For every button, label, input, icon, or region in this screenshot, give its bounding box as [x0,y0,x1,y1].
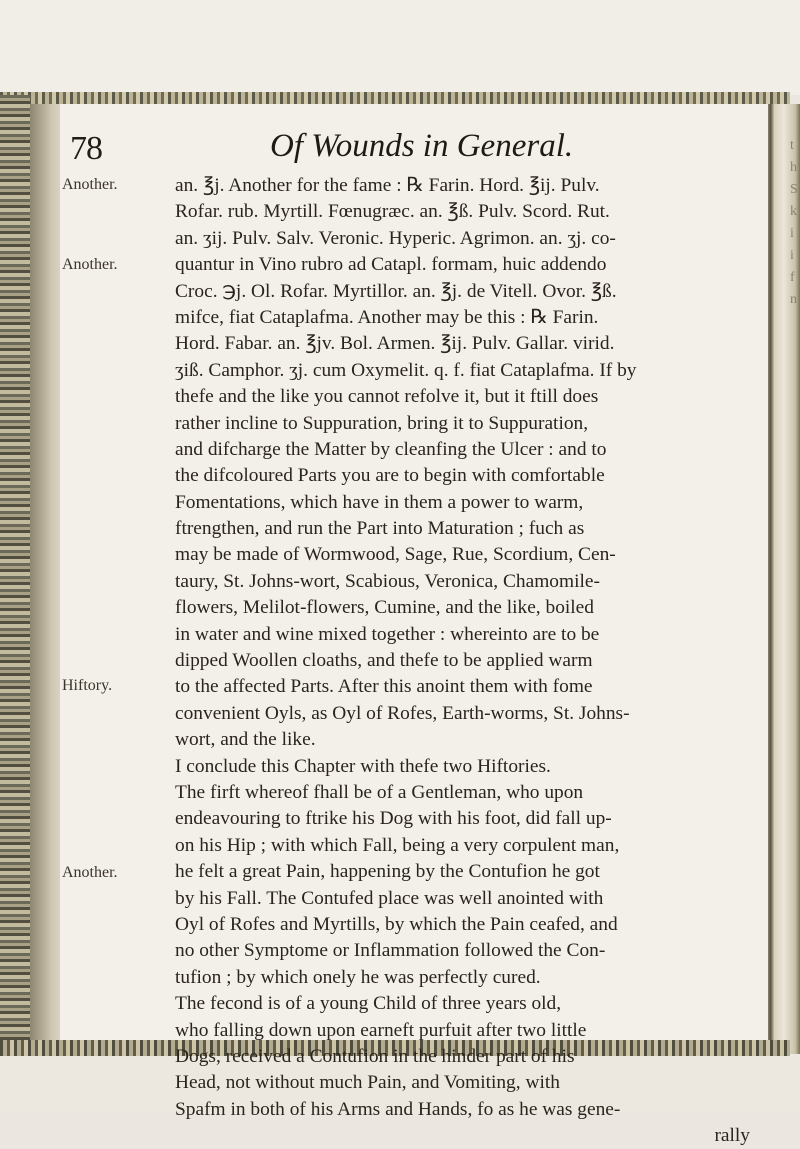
text-line: Dogs, received a Contufion in the hinder part of his [175,1045,575,1067]
scan-background-top [0,0,800,95]
binding-border-top [0,92,790,104]
text-line: may be made of Wormwood, Sage, Rue, Scordium, Cen- [175,544,616,566]
text-line: The fecond is of a young Child of three years old, [175,993,562,1015]
text-line: to the affected Parts. After this anoint them with fome [175,676,593,698]
body-text [175,173,760,1149]
text-line: Croc. ℈j. Ol. Rofar. Myrtillor. an. ℥j. de Vitell. Ovor. ℥ß. [175,280,617,302]
text-line: Head, not without much Pain, and Vomiting, with [175,1072,560,1094]
facing-page-letters [790,135,800,311]
margin-note-another-1: Another. [62,176,118,193]
text-line: Spafm in both of his Arms and Hands, fo as he was gene- [175,1098,621,1120]
text-line: mifce, fiat Cataplafma. Another may be this : ℞ Farin. [175,306,599,328]
edge-letter: n [790,292,797,307]
edge-letter: i [790,248,794,263]
text-line: on his Hip ; with which Fall, being a very corpulent man, [175,834,620,856]
edge-letter: k [790,204,797,219]
text-line: ʒiß. Camphor. ʒj. cum Oxymelit. q. f. fiat Cataplafma. If by [175,359,637,381]
text-line: thefe and the like you cannot refolve it, but it ftill does [175,386,599,408]
text-line: flowers, Melilot-flowers, Cumine, and the like, boiled [175,597,594,619]
edge-letter: f [790,270,795,285]
binding-border-left [0,95,30,1055]
text-line: by his Fall. The Contufed place was well anointed with [175,887,604,909]
margin-note-another-2: Another. [62,256,118,273]
text-line: Hord. Fabar. an. ℥jv. Bol. Armen. ℥ij. Pulv. Gallar. virid. [175,333,615,355]
text-line: an. ʒij. Pulv. Salv. Veronic. Hyperic. Agrimon. an. ʒj. co- [175,227,616,249]
edge-letter: i [790,226,794,241]
text-line: taury, St. Johns-wort, Scabious, Veronica, Chamomile- [175,570,600,592]
text-line: Oyl of Rofes and Myrtills, by which the Pain ceafed, and [175,913,618,935]
text-line: dipped Woollen cloaths, and thefe to be applied warm [175,650,593,672]
catchword: rally [714,1125,750,1147]
text-line: endeavouring to ftrike his Dog with his foot, did fall up- [175,808,612,830]
text-line: ftrengthen, and run the Part into Maturation ; fuch as [175,518,585,540]
text-line: no other Symptome or Inflammation followed the Con- [175,940,606,962]
margin-note-another-3: Another. [62,864,118,881]
text-line: who falling down upon earneft purfuit after two little [175,1019,587,1041]
margin-note-history: Hiftory. [62,677,113,694]
text-line: the difcoloured Parts you are to begin with comfortable [175,465,605,487]
text-line: convenient Oyls, as Oyl of Rofes, Earth-worms, St. Johns- [175,702,630,724]
text-line: rather incline to Suppuration, bring it to Suppuration, [175,412,589,434]
text-line: and difcharge the Matter by cleanfing the Ulcer : and to [175,438,607,460]
edge-letter: S [790,182,798,197]
text-line: in water and wine mixed together : whereinto are to be [175,623,600,645]
running-title: Of Wounds in General. [270,128,574,164]
text-line: quantur in Vino rubro ad Catapl. formam, huic addendo [175,254,607,276]
text-line: tufion ; by which onely he was perfectly cured. [175,966,541,988]
edge-letter: t [790,138,794,153]
text-line: wort, and the like. [175,729,316,751]
page-number: 78 [70,130,102,167]
text-line: Rofar. rub. Myrtill. Fœnugræc. an. ℥ß. Pulv. Scord. Rut. [175,201,610,223]
text-line: an. ℥j. Another for the fame : ℞ Farin. Hord. ℥ij. Pulv. [175,175,600,196]
text-line: he felt a great Pain, happening by the Contufion he got [175,861,600,883]
text-line: Fomentations, which have in them a power to warm, [175,491,584,513]
text-line: I conclude this Chapter with thefe two Hiftories. [175,755,551,777]
edge-letter: h [790,160,797,175]
text-line: The firft whereof fhall be of a Gentleman, who upon [175,781,584,803]
